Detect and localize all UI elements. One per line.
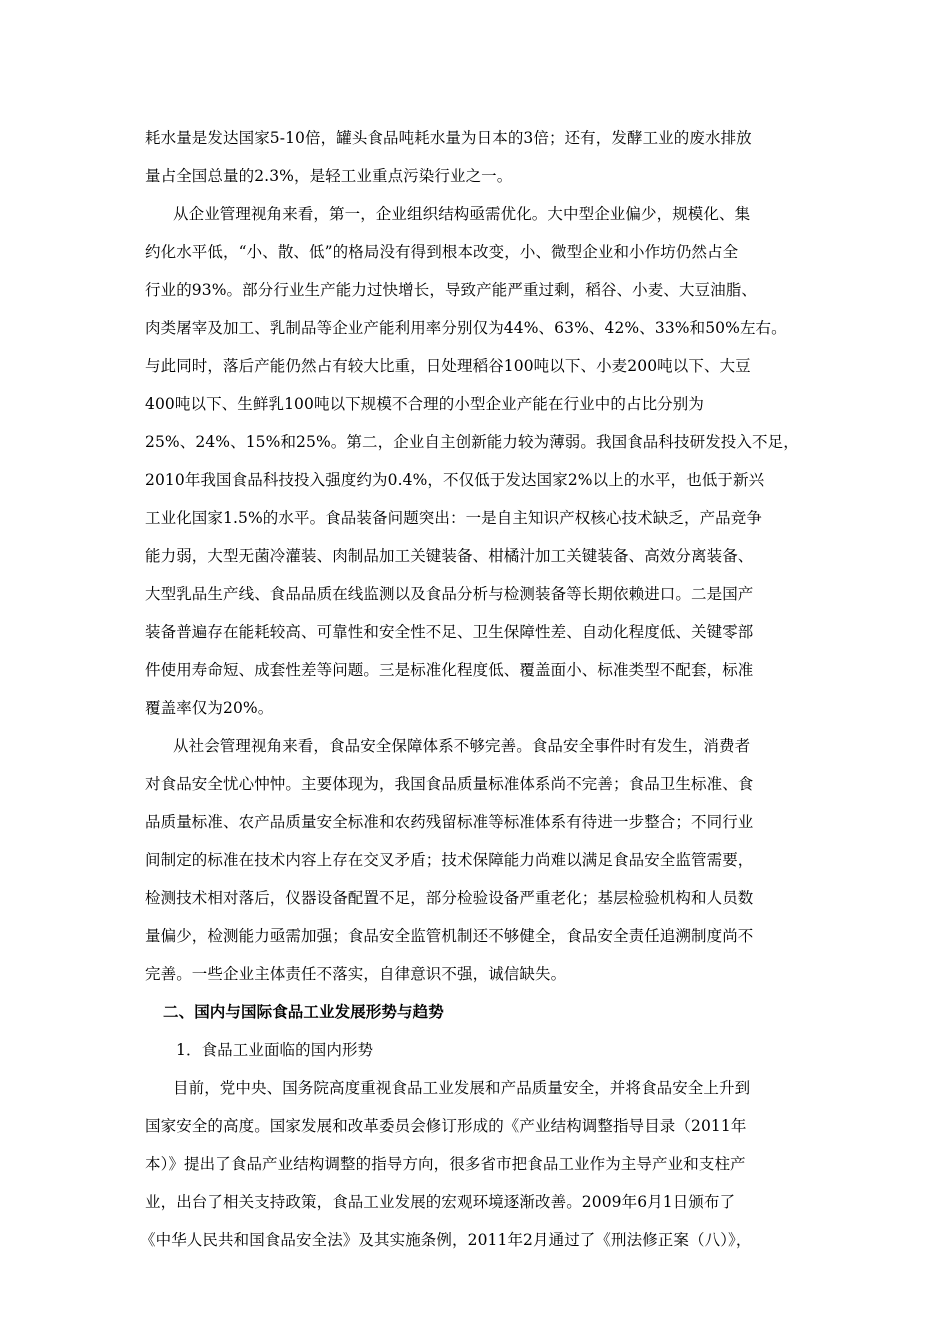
body-text-line: 本）》提出了食品产业结构调整的指导方向，很多省市把食品工业作为主导产业和支柱产	[145, 1155, 746, 1173]
paragraph-first-line: 从社会管理视角来看，食品安全保障体系不够完善。食品安全事件时有发生，消费者	[173, 737, 751, 755]
body-text-line: 400吨以下、生鲜乳100吨以下规模不合理的小型企业产能在行业中的占比分别为	[145, 395, 704, 413]
subsection-heading: 1．食品工业面临的国内形势	[176, 1041, 374, 1059]
body-text-line: 大型乳品生产线、食品品质在线监测以及食品分析与检测装备等长期依赖进口。二是国产	[145, 585, 754, 603]
body-text-line: 行业的93%。部分行业生产能力过快增长，导致产能严重过剩，稻谷、小麦、大豆油脂、	[145, 281, 757, 299]
body-text-line: 业，出台了相关支持政策，食品工业发展的宏观环境逐渐改善。2009年6月1日颁布了	[145, 1193, 736, 1211]
body-text-line: 约化水平低，“小、散、低”的格局没有得到根本改变，小、微型企业和小作坊仍然占全	[145, 243, 739, 261]
body-text-line: 与此同时，落后产能仍然占有较大比重，日处理稻谷100吨以下、小麦200吨以下、大豆	[145, 357, 751, 375]
body-text-line: 耗水量是发达国家5-10倍，罐头食品吨耗水量为日本的3倍；还有，发酵工业的废水排放	[145, 129, 752, 147]
body-text-line: 量偏少，检测能力亟需加强；食品安全监管机制还不够健全，食品安全责任追溯制度尚不	[145, 927, 754, 945]
paragraph-first-line: 目前，党中央、国务院高度重视食品工业发展和产品质量安全，并将食品安全上升到	[173, 1079, 751, 1097]
body-text-line: 肉类屠宰及加工、乳制品等企业产能利用率分别仅为44%、63%、42%、33%和50%左右。	[145, 319, 787, 337]
body-text-line: 覆盖率仅为20%。	[145, 699, 274, 717]
body-text-line: 品质量标准、农产品质量安全标准和农药残留标准等标准体系有待进一步整合；不同行业	[145, 813, 754, 831]
body-text-line: 2010年我国食品科技投入强度约为0.4%，不仅低于发达国家2%以上的水平，也低于新兴	[145, 471, 765, 489]
body-text-line: 装备普遍存在能耗较高、可靠性和安全性不足、卫生保障性差、自动化程度低、关键零部	[145, 623, 754, 641]
body-text-line: 25%、24%、15%和25%。第二，企业自主创新能力较为薄弱。我国食品科技研发投入不足，	[145, 433, 799, 451]
body-text-line: 量占全国总量的2.3%，是轻工业重点污染行业之一。	[145, 167, 513, 185]
body-text-line: 检测技术相对落后，仪器设备配置不足，部分检验设备严重老化；基层检验机构和人员数	[145, 889, 754, 907]
body-text-line: 《中华人民共和国食品安全法》及其实施条例，2011年2月通过了《刑法修正案（八）》，	[140, 1231, 752, 1249]
body-text-line: 能力弱，大型无菌冷灌装、肉制品加工关键装备、柑橘汁加工关键装备、高效分离装备、	[145, 547, 754, 565]
section-heading: 二、国内与国际食品工业发展形势与趋势	[163, 1003, 444, 1021]
body-text-line: 国家安全的高度。国家发展和改革委员会修订形成的《产业结构调整指导目录（2011年	[145, 1117, 747, 1135]
body-text-line: 对食品安全忧心忡忡。主要体现为，我国食品质量标准体系尚不完善；食品卫生标准、食	[145, 775, 754, 793]
body-text-line: 件使用寿命短、成套性差等问题。三是标准化程度低、覆盖面小、标准类型不配套，标准	[145, 661, 754, 679]
paragraph-first-line: 从企业管理视角来看，第一，企业组织结构亟需优化。大中型企业偏少，规模化、集	[173, 205, 751, 223]
body-text-line: 间制定的标准在技术内容上存在交叉矛盾；技术保障能力尚难以满足食品安全监管需要，	[145, 851, 754, 869]
body-text-line: 工业化国家1.5%的水平。食品装备问题突出：一是自主知识产权核心技术缺乏，产品竞争	[145, 509, 762, 527]
body-text-line: 完善。一些企业主体责任不落实，自律意识不强，诚信缺失。	[145, 965, 567, 983]
